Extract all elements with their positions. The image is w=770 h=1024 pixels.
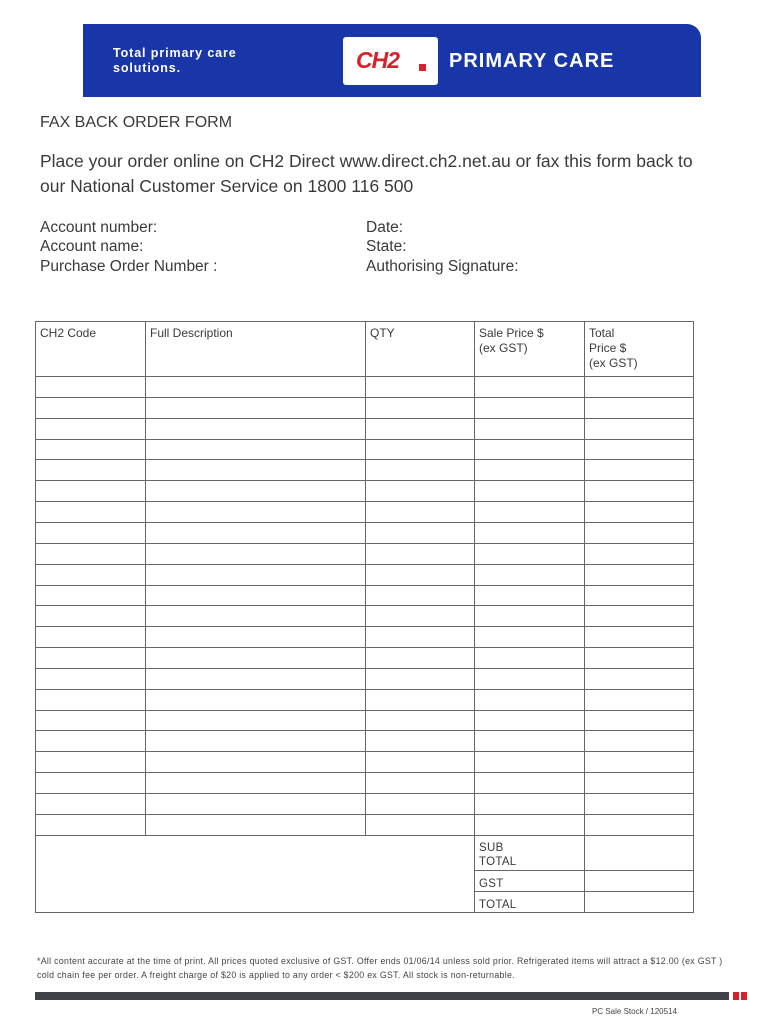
table-rule: [474, 835, 475, 913]
state-label: State:: [366, 238, 407, 255]
footer-mark-icon: [741, 992, 747, 1000]
order-table: [35, 321, 694, 913]
form-title: FAX BACK ORDER FORM: [40, 114, 233, 131]
table-rule: [474, 321, 475, 835]
ch2-logo: [343, 37, 438, 85]
header-ch2-code: CH2 Code: [40, 326, 97, 340]
table-rule: [35, 835, 36, 913]
footnote: *All content accurate at the time of print. All prices quoted exclusive of GST. Offer ends 01/06/14 unless sold prior. Refrigerated items will attract a $12.00 (ex GST ) cold chain fee per order. A freight charge of $20 is applied to any order < $200 ex GST. All stock is non-returnable.: [37, 956, 723, 980]
table-rule: [35, 321, 36, 835]
table-rule: [35, 835, 694, 836]
header-banner: [83, 24, 701, 97]
signature-label: Authorising Signature:: [366, 258, 519, 275]
brand-name: PRIMARY CARE: [449, 50, 615, 72]
table-rule: [693, 835, 694, 913]
table-rule: [584, 835, 585, 913]
table-rule: [145, 321, 146, 835]
table-rule: [584, 321, 585, 835]
order-instruction: Place your order online on CH2 Direct www.direct.ch2.net.au or fax this form back to our National Customer Service on 1800 116 500: [40, 151, 693, 196]
account-name-label: Account name:: [40, 238, 144, 255]
logo-text: CH2: [356, 47, 400, 73]
footer-bar: [35, 992, 729, 1000]
gst-label: GST: [479, 878, 504, 890]
header-sale-price: Sale Price $ (ex GST): [479, 326, 544, 355]
footer-mark-icon: [733, 992, 739, 1000]
date-label: Date:: [366, 219, 404, 236]
table-rule: [474, 891, 694, 892]
subtotal-label: SUB TOTAL: [479, 842, 517, 868]
header-qty: QTY: [370, 326, 395, 340]
total-label: TOTAL: [479, 899, 517, 911]
header-description: Full Description: [150, 326, 233, 340]
document-code: PC Sale Stock / 120514: [592, 1007, 677, 1016]
account-number-label: Account number:: [40, 219, 158, 236]
header-total-price: Total Price $ (ex GST): [589, 326, 638, 370]
tagline: Total primary care solutions.: [113, 46, 237, 75]
table-rule: [365, 321, 366, 835]
table-rule: [474, 870, 694, 871]
logo-mark-icon: [419, 64, 426, 71]
purchase-order-label: Purchase Order Number :: [40, 258, 218, 275]
table-rule: [693, 321, 694, 835]
table-rule: [35, 912, 694, 913]
